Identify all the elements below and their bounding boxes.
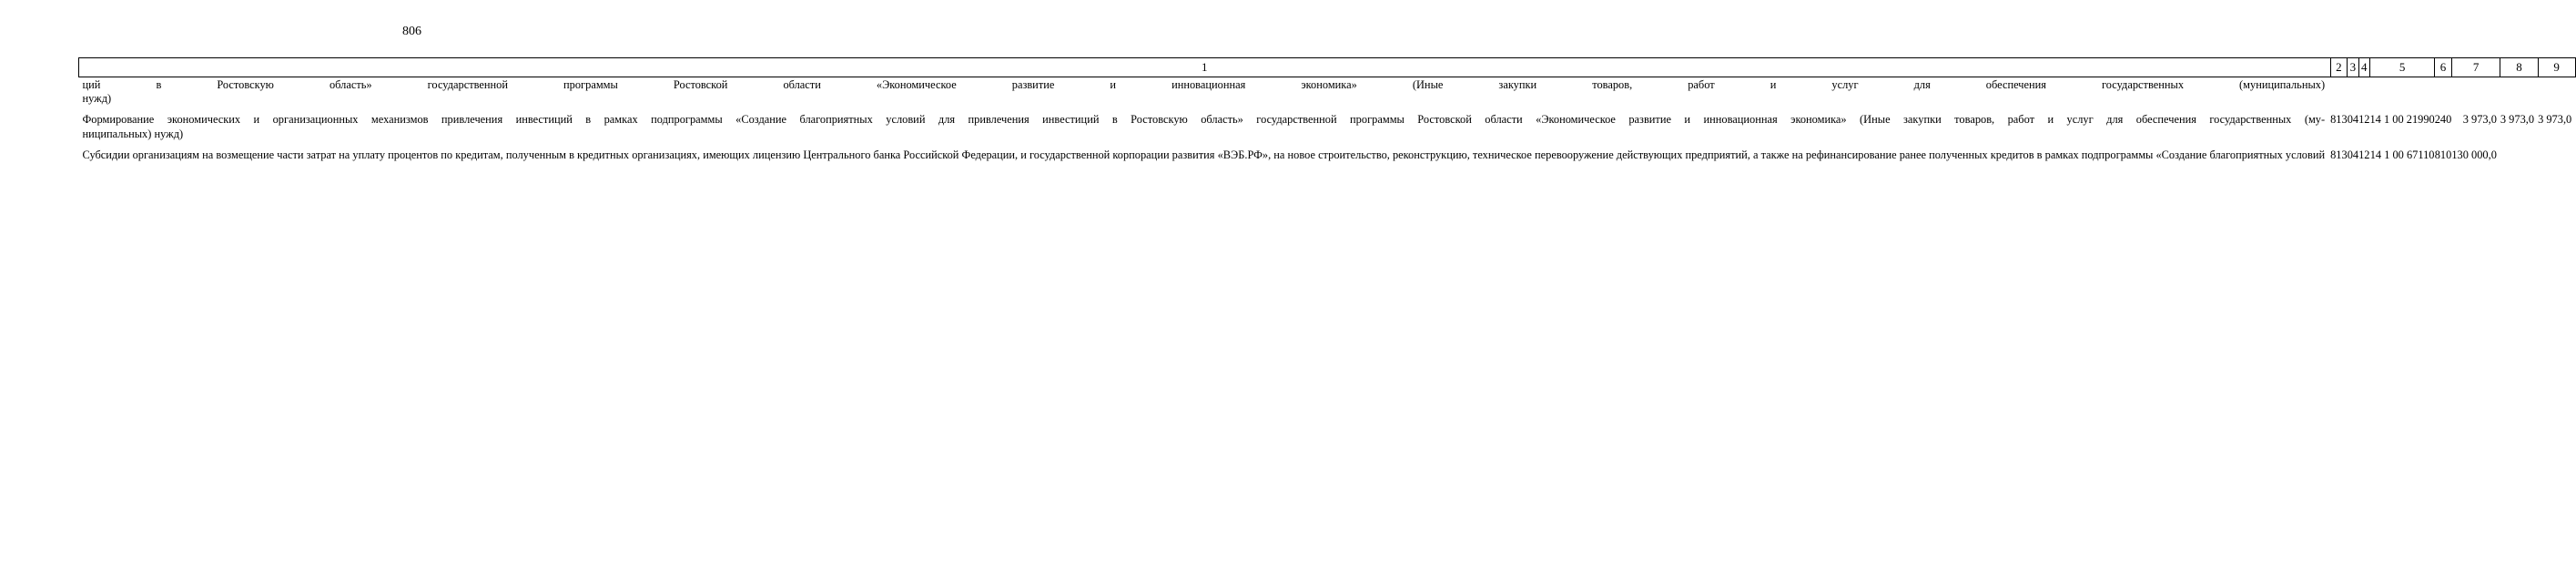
cell-amount-8 bbox=[2500, 147, 2538, 162]
cell-subsection: 12 bbox=[2358, 148, 2370, 161]
table-row bbox=[79, 111, 2576, 146]
cell-target-article: 14 1 00 21990 bbox=[2369, 113, 2435, 127]
column-header-4: 4 bbox=[2358, 58, 2369, 77]
column-header-3: 3 bbox=[2348, 58, 2358, 77]
header-row bbox=[79, 58, 2576, 77]
column-header-7: 7 bbox=[2451, 58, 2500, 77]
cell-target-article: 14 1 00 67110 bbox=[2369, 148, 2435, 161]
cell-amount-7: 3 973,0 bbox=[2462, 113, 2497, 127]
cell-admin-code bbox=[2330, 77, 2348, 112]
cell-subsection bbox=[2358, 77, 2369, 112]
cell-amount-9 bbox=[2538, 147, 2575, 162]
column-header-6: 6 bbox=[2435, 58, 2452, 77]
cell-amount-9 bbox=[2538, 77, 2575, 112]
cell-admin-code: 813 bbox=[2330, 113, 2348, 127]
row-description-tail: нужд) bbox=[82, 92, 112, 106]
row-description-tail: ниципальных) нужд) bbox=[82, 127, 184, 140]
cell-section bbox=[2348, 77, 2358, 112]
column-header-1: 1 bbox=[79, 58, 2331, 77]
row-description-text: Формирование экономических и организационных механизмов привлечения инвестиций в рамках подпрограммы «Создание благоприятных условий для привлечения инвестиций в Ростовскую область» государственной программы Ростовской области «Экономическое развитие и инновационная экономика» (Иные закупки товаров, работ и услуг для обеспечения государственных (му- bbox=[82, 113, 2326, 127]
cell-expense-type bbox=[2435, 77, 2452, 112]
row-description bbox=[79, 147, 2331, 162]
column-header-5: 5 bbox=[2369, 58, 2434, 77]
budget-table bbox=[78, 57, 2576, 162]
table-row bbox=[79, 147, 2576, 162]
cell-section: 04 bbox=[2347, 113, 2359, 127]
cell-subsection: 12 bbox=[2358, 113, 2370, 127]
cell-admin-code: 813 bbox=[2330, 148, 2348, 161]
column-header-9: 9 bbox=[2538, 58, 2575, 77]
table-row bbox=[79, 77, 2576, 112]
cell-amount-8: 3 973,0 bbox=[2500, 113, 2535, 127]
cell-amount-8 bbox=[2500, 77, 2538, 112]
cell-amount-9: 3 973,0 bbox=[2538, 113, 2572, 127]
row-description-text: Субсидии организациям на возмещение части затрат на уплату процентов по кредитам, полученным в кредитных организациях, имеющих лицензию Центрального банка Российской Федерации, и государственной корпорации развития «ВЭБ.РФ», на новое строительство, реконструкцию, техническое перевооружение действующих предприятий, а также на рефинансирование ранее полученных кредитов в рамках подпрограммы «Создание благоприятных условий bbox=[82, 148, 2326, 161]
cell-expense-type: 810 bbox=[2434, 148, 2452, 161]
cell-amount-7 bbox=[2451, 77, 2500, 112]
column-header-2: 2 bbox=[2330, 58, 2348, 77]
row-description bbox=[79, 77, 2331, 112]
row-description-text: ций в Ростовскую область» государственной программы Ростовской области «Экономическое развитие и инновационная экономика» (Иные закупки товаров, работ и услуг для обеспечения государственных (муниципальных) bbox=[82, 78, 2326, 91]
row-description bbox=[79, 111, 2331, 146]
cell-target-article bbox=[2369, 77, 2434, 112]
column-header-8: 8 bbox=[2500, 58, 2538, 77]
page-number: 806 bbox=[402, 25, 421, 38]
cell-section: 04 bbox=[2347, 148, 2359, 161]
cell-amount-7: 130 000,0 bbox=[2451, 148, 2497, 161]
cell-expense-type: 240 bbox=[2434, 113, 2452, 127]
